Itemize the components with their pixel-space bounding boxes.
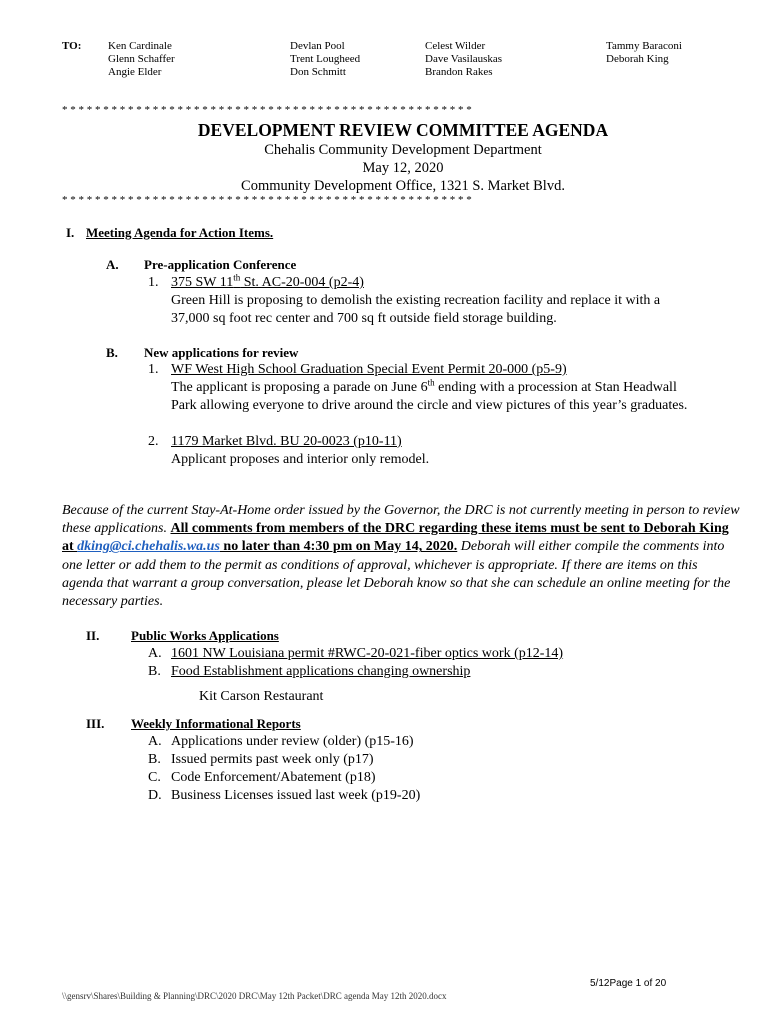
list-letter: A.	[148, 646, 162, 661]
recipients-column-2	[290, 40, 360, 79]
star-divider-top: * * * * * * * * * * * * * * * * * * * * * * * * * * * * * * * * * * * * * * * * * * * * * * * * * *	[62, 104, 472, 116]
preapp-title-sup: th	[233, 272, 241, 283]
item-number: 1.	[148, 362, 159, 377]
public-works-item: 1601 NW Louisiana permit #RWC-20-021-fiber optics work (p12-14)	[171, 646, 564, 661]
recipient: Glenn Schaffer	[108, 53, 175, 65]
recipient: Devlan Pool	[290, 40, 345, 52]
recipient: Ken Cardinale	[108, 40, 172, 52]
page-number: 5/12Page 1 of 20	[590, 978, 667, 989]
notice-deadline-part2: no later than 4:30 pm on May 14, 2020.	[219, 539, 458, 555]
meeting-location: Community Development Office, 1321 S. Market Blvd.	[241, 178, 565, 194]
permit-item-title: WF West High School Graduation Special Event Permit 20-000 (p5-9)	[171, 362, 567, 377]
permit-description-line1	[171, 379, 677, 397]
section-2-numeral: II.	[86, 628, 100, 643]
recipient: Tammy Baraconi	[606, 40, 682, 52]
recipients-column-3	[425, 40, 502, 79]
section-3-heading: Weekly Informational Reports	[131, 716, 301, 731]
permit-desc-post: ending with a procession at Stan Headwall	[434, 380, 677, 395]
meeting-date: May 12, 2020	[362, 160, 444, 176]
recipient: Brandon Rakes	[425, 66, 493, 78]
department-name: Chehalis Community Development Department	[264, 142, 542, 158]
preapp-title-rest: St. AC-20-004 (p2-4)	[240, 275, 364, 290]
list-letter: A.	[148, 734, 162, 749]
preapp-description-line1: Green Hill is proposing to demolish the existing recreation facility and replace it with a	[171, 293, 661, 308]
recipient: Trent Lougheed	[290, 53, 361, 65]
permit-desc-pre: The applicant is proposing a parade on June 6	[171, 380, 428, 395]
recipient: Celest Wilder	[425, 40, 486, 52]
recipients-column-4	[606, 40, 682, 66]
section-1-numeral: I.	[66, 225, 75, 240]
notice-intro: Because of the current Stay-At-Home order issued by the Governor, the DRC is not currently meeting in person to review these applications.	[62, 503, 740, 537]
list-letter: D.	[148, 788, 162, 803]
list-letter: B.	[148, 664, 161, 679]
remodel-item-title: 1179 Market Blvd. BU 20-0023 (p10-11)	[171, 434, 402, 449]
notice-outro: Deborah will either compile the comments into one letter or add them to the permit as conditions of approval, whichever is appropriate. If there are items on this agenda that warrant a group conversation, please let Deborah know so that she can schedule an online meeting for the necessary parties.	[62, 539, 731, 610]
email-link[interactable]: dking@ci.chehalis.wa.us	[77, 539, 220, 555]
recipient: Deborah King	[606, 53, 669, 65]
recipient: Don Schmitt	[290, 66, 346, 78]
recipient: Angie Elder	[108, 66, 162, 78]
item-number: 2.	[148, 434, 159, 449]
recipient: Dave Vasilauskas	[425, 53, 503, 65]
preapp-item-title	[171, 274, 364, 292]
report-item: Applications under review (older) (p15-16)	[171, 734, 414, 749]
preapp-description-line2: 37,000 sq foot rec center and 700 sq ft outside field storage building.	[171, 311, 557, 326]
section-1b-heading: New applications for review	[144, 345, 299, 360]
agenda-title: DEVELOPMENT REVIEW COMMITTEE AGENDA	[197, 120, 609, 140]
section-2-heading: Public Works Applications	[131, 628, 279, 643]
section-1a-heading: Pre-application Conference	[144, 257, 297, 272]
remodel-description: Applicant proposes and interior only remodel.	[171, 452, 430, 467]
permit-description-line2: Park allowing everyone to drive around the circle and view pictures of this year’s graduates.	[171, 398, 688, 413]
section-1-heading: Meeting Agenda for Action Items.	[86, 225, 274, 240]
section-1b-letter: B.	[106, 345, 118, 360]
section-3-numeral: III.	[86, 716, 105, 731]
section-1a-letter: A.	[106, 257, 119, 272]
report-item: Issued permits past week only (p17)	[171, 752, 374, 767]
to-label: TO:	[62, 40, 82, 52]
preapp-title-main: 375 SW 11	[171, 275, 234, 290]
item-number: 1.	[148, 275, 159, 290]
public-works-item: Food Establishment applications changing ownership	[171, 664, 471, 679]
list-letter: B.	[148, 752, 161, 767]
report-item: Code Enforcement/Abatement (p18)	[171, 770, 376, 785]
star-divider-bottom: * * * * * * * * * * * * * * * * * * * * * * * * * * * * * * * * * * * * * * * * * * * * * * * * * *	[62, 194, 472, 206]
permit-desc-sup: th	[427, 377, 435, 388]
notice-deadline-part1: All comments from members of the DRC regarding these items must be sent to Deborah King at	[62, 521, 729, 555]
report-item: Business Licenses issued last week (p19-20)	[171, 788, 421, 803]
list-letter: C.	[148, 770, 161, 785]
stay-at-home-notice	[62, 502, 742, 611]
recipients-column-1	[108, 40, 175, 79]
file-path-footer: \\gensrv\Shares\Building & Planning\DRC\2020 DRC\May 12th Packet\DRC agenda May 12th 2020.docx	[62, 991, 447, 1001]
restaurant-name: Kit Carson Restaurant	[199, 689, 324, 704]
